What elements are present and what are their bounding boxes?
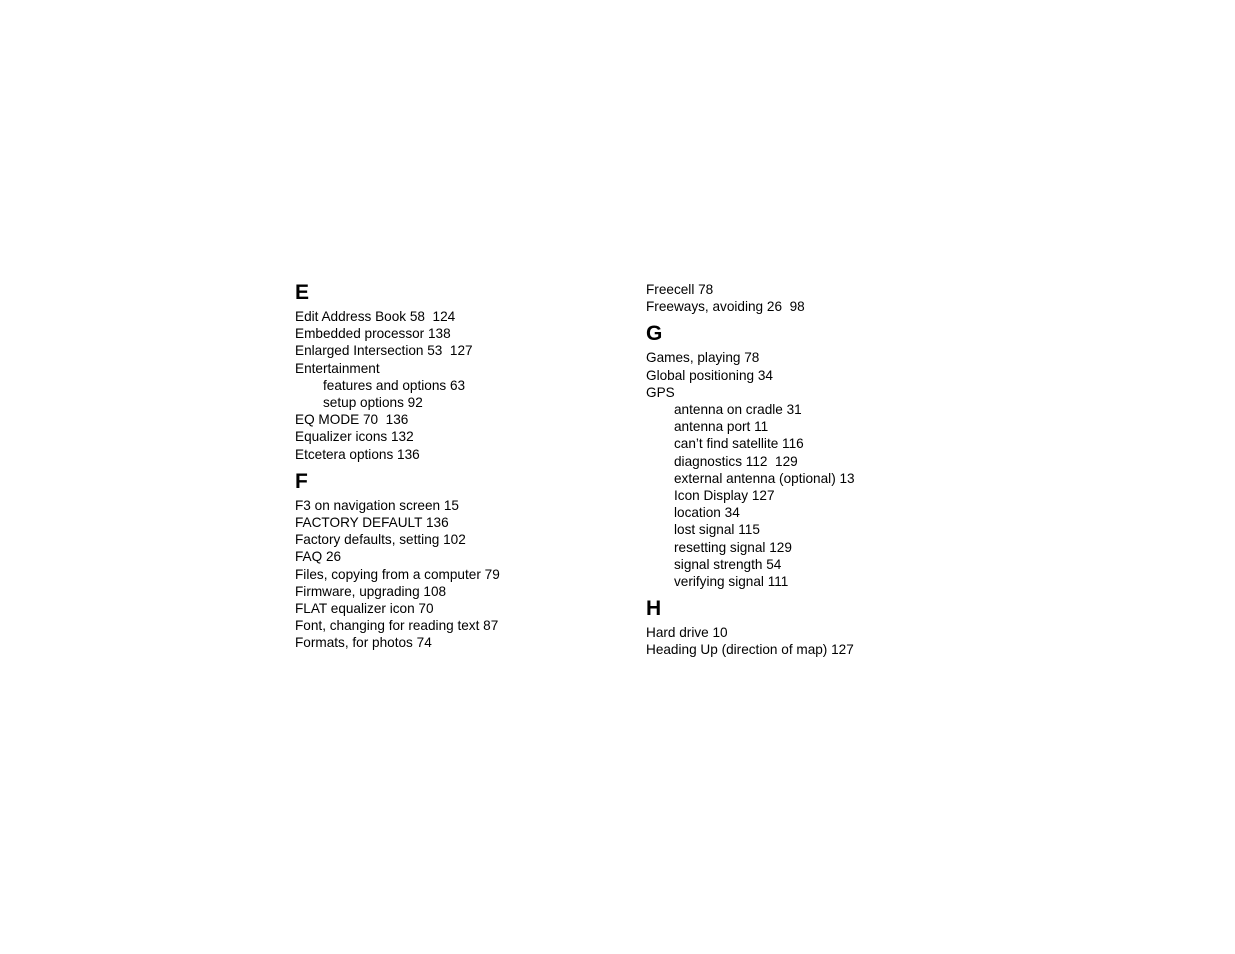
continued-entries [646,281,976,315]
section-letter-heading: G [646,322,663,346]
index-entry: Equalizer icons 132 [295,429,414,445]
index-subentry: signal strength 54 [674,556,782,572]
index-section-h [646,596,976,658]
index-section-g [646,321,976,590]
index-entry: Embedded processor 138 [295,326,451,342]
index-entry: Freeways, avoiding 26 98 [646,299,805,315]
index-entry: Global positioning 34 [646,367,773,383]
index-subentry: diagnostics 112 129 [674,453,798,469]
index-entry: FAQ 26 [295,549,342,565]
index-section-f [295,469,625,652]
index-entry: Heading Up (direction of map) 127 [646,642,854,658]
index-entry: Enlarged Intersection 53 127 [295,343,473,359]
index-entry: Etcetera options 136 [295,446,420,462]
index-column-right [646,281,976,665]
index-entry: GPS [646,384,675,400]
index-entry: EQ MODE 70 136 [295,412,409,428]
index-subentry: lost signal 115 [674,522,760,538]
index-subentry: antenna port 11 [674,419,769,435]
index-subentry: resetting signal 129 [674,539,792,555]
index-column-left [295,280,625,658]
section-letter-heading: E [295,281,310,304]
index-entry: FLAT equalizer icon 70 [295,601,434,617]
index-subentry: external antenna (optional) 13 [674,470,855,486]
index-entry: Factory defaults, setting 102 [295,532,466,548]
index-subentry: verifying signal 111 [674,574,789,590]
index-subentry: location 34 [674,505,740,521]
index-entry: Hard drive 10 [646,625,728,641]
index-subentry: antenna on cradle 31 [674,402,802,418]
index-entry: Files, copying from a computer 79 [295,566,500,582]
index-entry: F3 on navigation screen 15 [295,497,459,513]
section-letter-heading: H [646,597,662,621]
index-entry: Edit Address Book 58 124 [295,309,456,324]
index-entry: FACTORY DEFAULT 136 [295,515,449,531]
section-letter-heading: F [295,469,308,493]
index-subentry: features and options 63 [323,377,466,393]
index-entry: Font, changing for reading text 87 [295,618,499,634]
index-subentry: Icon Display 127 [674,488,775,504]
index-subentry: can’t find satellite 116 [674,436,804,452]
index-entry: Entertainment [295,360,380,376]
index-entry: Freecell 78 [646,282,714,297]
index-section-e [295,280,625,463]
index-entry: Formats, for photos 74 [295,635,432,651]
index-entry: Games, playing 78 [646,350,760,366]
index-subentry: setup options 92 [323,395,423,411]
index-entry: Firmware, upgrading 108 [295,583,447,599]
